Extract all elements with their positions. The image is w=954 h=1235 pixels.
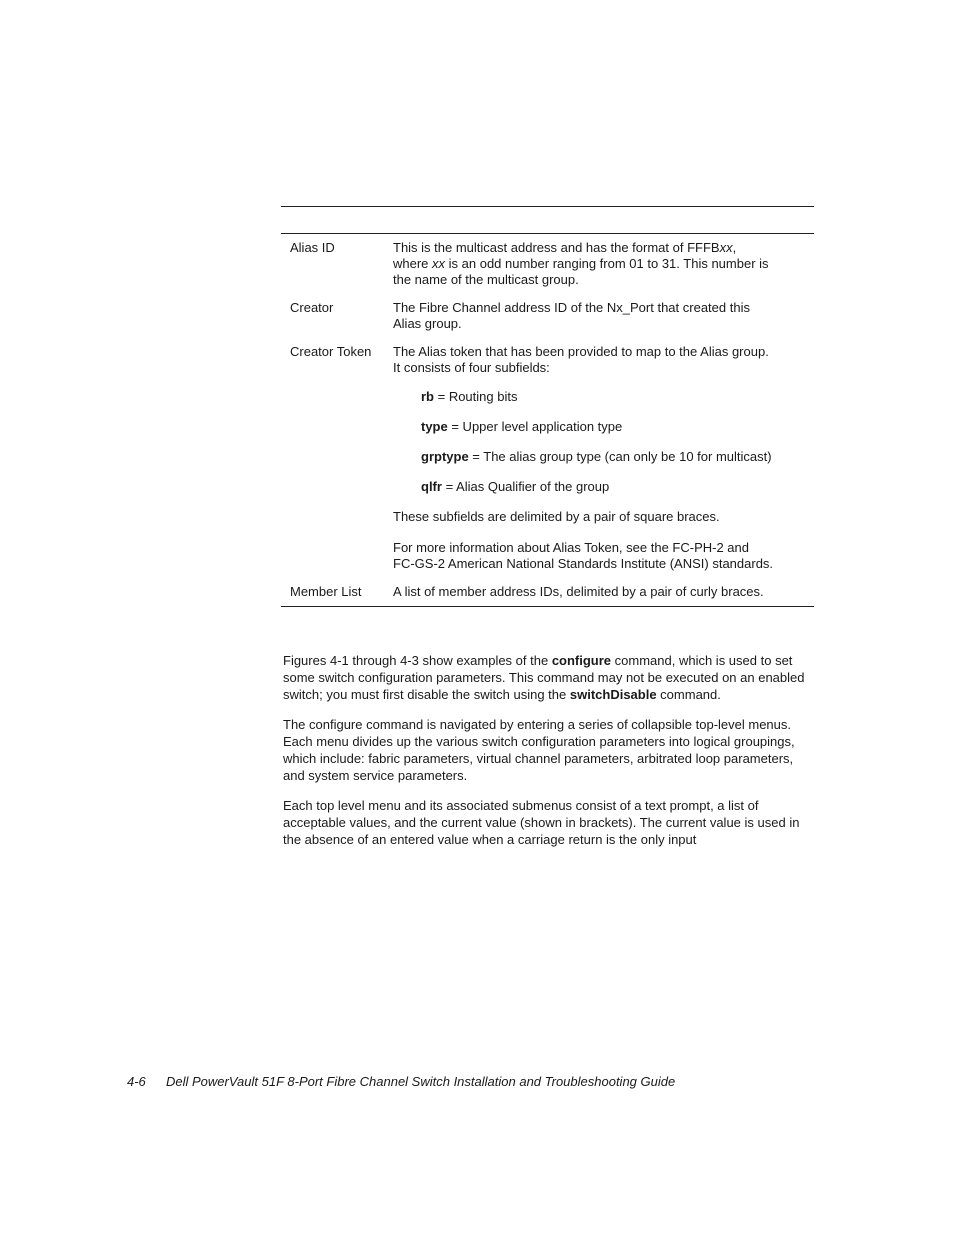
definition-table [281,206,814,607]
definition-creator: The Fibre Channel address ID of the Nx_Port that created this Alias group. [393,300,750,331]
subfield-grptype: grptype = The alias group type (can only be 10 for multicast) [421,449,772,464]
page-footer [127,1074,675,1090]
subfield-delimiter-note: These subfields are delimited by a pair of square braces. [393,509,720,524]
subfield-type: type = Upper level application type [421,419,623,434]
command-switchdisable: switchDisable [569,687,657,702]
table-row-member-list [281,584,814,600]
definition-member-list: A list of member address IDs, delimited by a pair of curly braces. [393,584,764,599]
command-configure: configure [551,653,612,668]
table-header-rule [281,233,814,234]
alias-token-reference-line2: FC-GS-2 American National Standards Institute (ANSI) standards. [393,556,774,571]
paragraph-configure-intro: Figures 4-1 through 4-3 show examples of the configure command, which is used to set some switch configuration parameters. This command may not be executed on an enabled switch; you must first disable the switch using the switchDisable command. [283,653,805,702]
subfield-rb: rb = Routing bits [421,389,518,404]
term-creator: Creator [290,300,334,315]
table-bottom-rule [281,606,814,607]
term-alias-id: Alias ID [290,240,335,255]
term-creator-token: Creator Token [290,344,372,359]
paragraph-menu-structure: Each top level menu and its associated submenus consist of a text prompt, a list of acceptable values, and the current value (shown in brackets). The current value is used in the absence of an entered value when a carriage return is the only input [283,798,800,847]
document-title: Dell PowerVault 51F 8-Port Fibre Channel Switch Installation and Troubleshooting Guide [166,1074,676,1089]
paragraph-configure-navigation: The configure command is navigated by entering a series of collapsible top-level menus. Each menu divides up the various switch configuration parameters into logical groupings, which include: fabric parameters, virtual channel parameters, arbitrated loop parameters, and system service parameters. [283,717,795,783]
definition-creator-token: The Alias token that has been provided to map to the Alias group. It consists of four subfields: rb = Routing bits type = Upper level application type grptype = The alias group type (can only be 10 for multicast) qlfr = Alias Qualifier of the group These subfields are delimited by a pair of square braces. For more information about Alias Token, see the FC-PH-2 and FC-GS-2 American National Standards Institute (ANSI) standards. [393,344,814,572]
term-member-list: Member List [290,584,362,599]
table-top-rule [281,206,814,233]
definition-alias-id: This is the multicast address and has the format of FFFBxx, where xx is an odd number ranging from 01 to 31. This number is the name of the multicast group. [393,240,769,287]
subfield-qlfr: qlfr = Alias Qualifier of the group [421,479,610,494]
table-row-creator-token [281,344,814,572]
alias-token-reference-line1: For more information about Alias Token, see the FC-PH-2 and [393,540,749,555]
table-row-alias-id [281,240,814,288]
page-number: 4-6 [127,1074,146,1089]
table-row-creator [281,300,814,332]
